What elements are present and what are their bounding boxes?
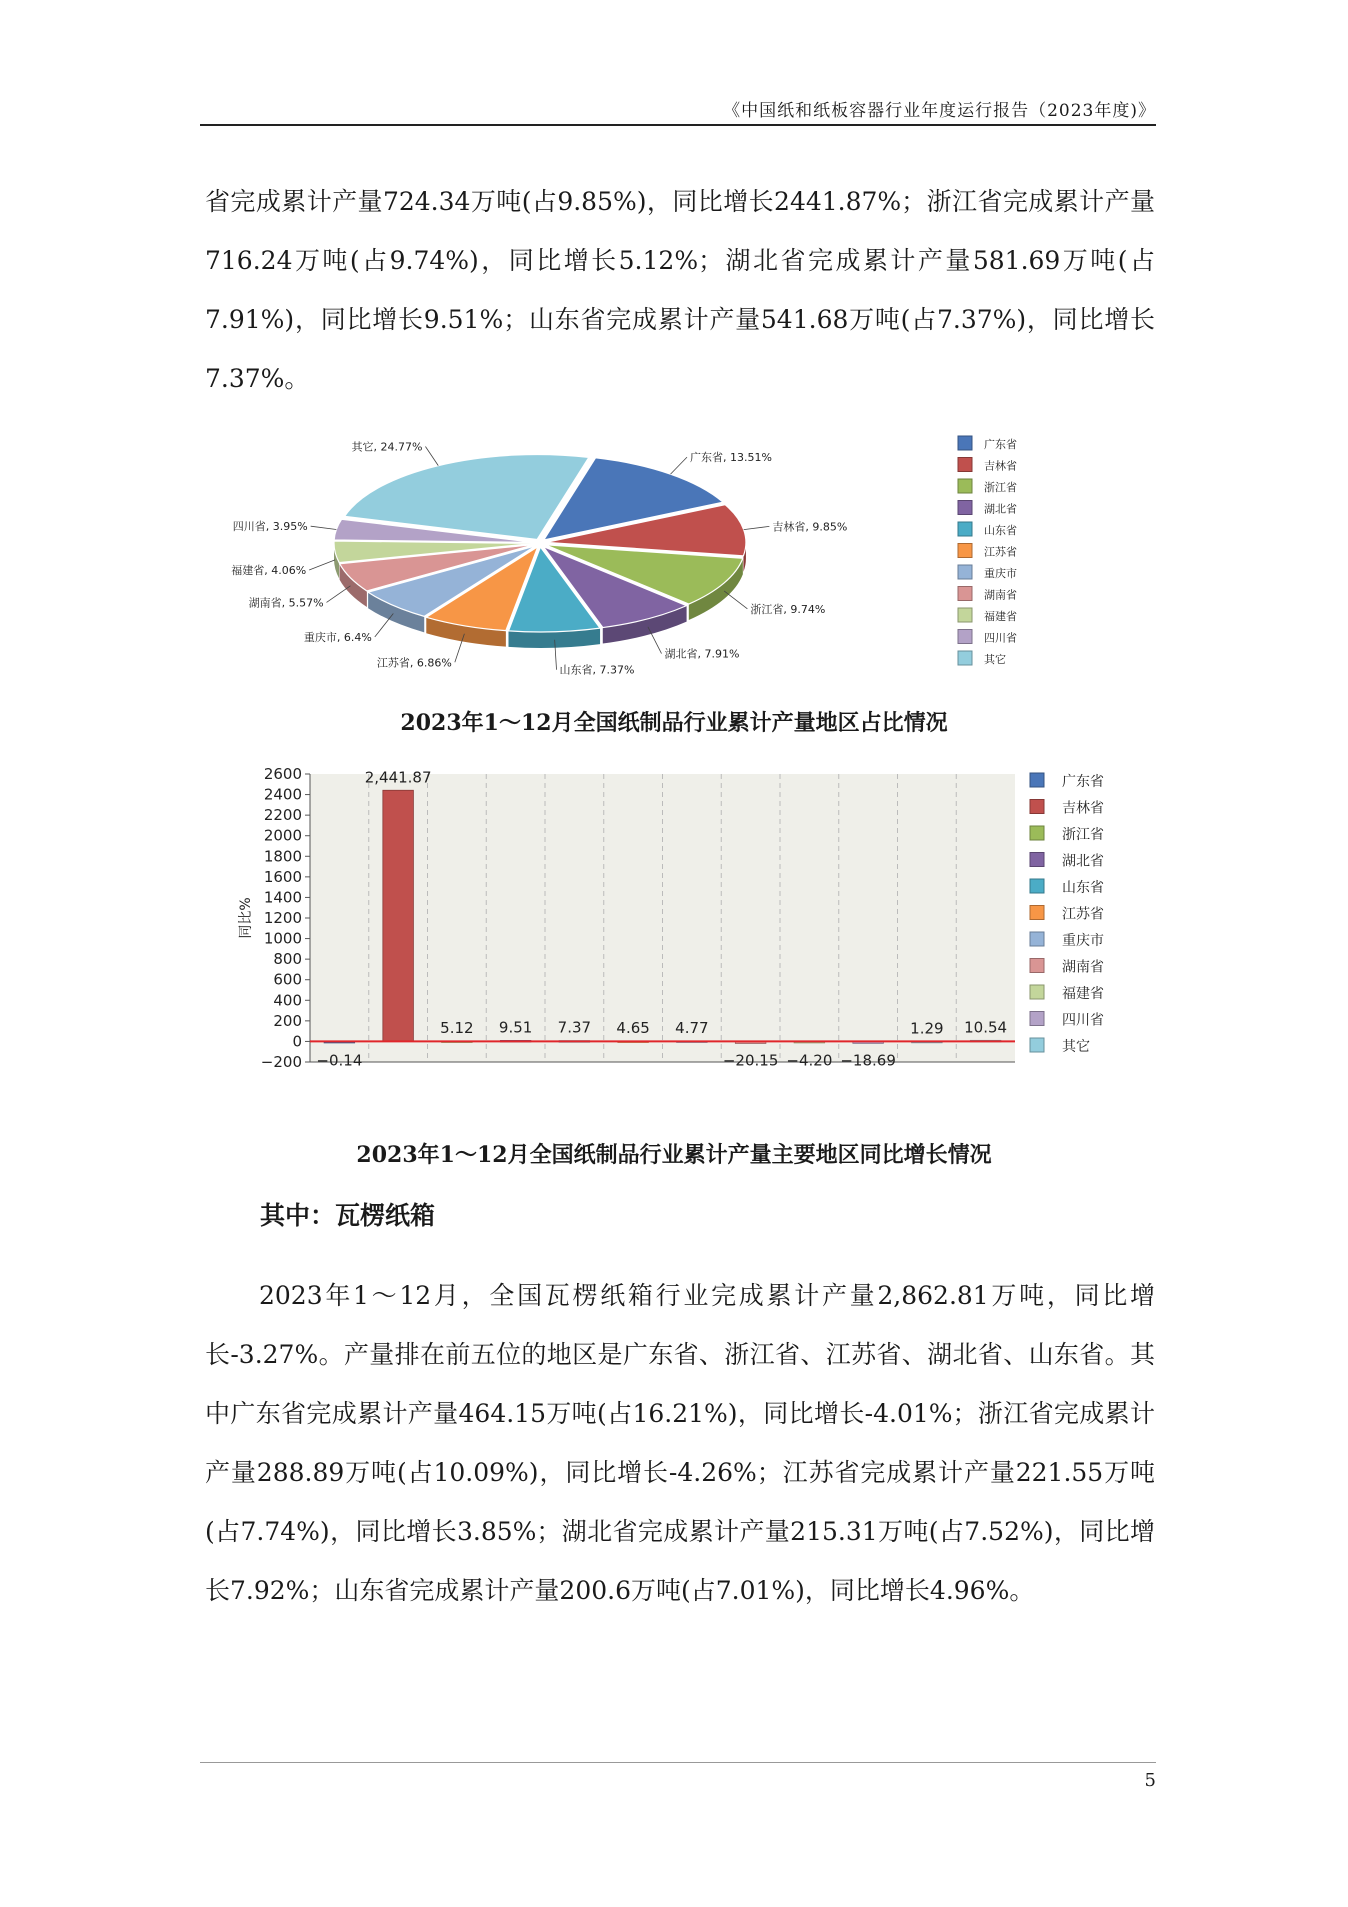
bar-data-label: 4.77 [675, 1018, 709, 1037]
bar-legend-label: 浙江省 [1062, 827, 1104, 843]
pie-leader-line [744, 526, 770, 529]
pie-chart-caption: 2023年1～12月全国纸制品行业累计产量地区占比情况 [400, 710, 948, 736]
bar-legend-label: 广东省 [1062, 774, 1104, 790]
bar-y-axis-title: 同比% [238, 897, 254, 939]
pie-legend-swatch [958, 630, 972, 644]
bar-y-tick-label: 2400 [263, 785, 302, 804]
bar-legend-swatch [1030, 1038, 1044, 1052]
pie-leader-line [724, 591, 747, 609]
bar-legend-swatch [1030, 879, 1044, 893]
pie-legend-swatch [958, 565, 972, 579]
bar-legend-label: 其它 [1062, 1039, 1090, 1055]
bar-y-tick-label: 1200 [263, 909, 302, 927]
bar-data-label: 7.37 [557, 1018, 592, 1037]
bar-data-label: −20.15 [722, 1051, 779, 1070]
bar-legend-label: 四川省 [1062, 1012, 1104, 1029]
bar-y-tick-label: 2600 [263, 765, 302, 783]
pie-label-湖南省: 湖南省, 5.57% [248, 596, 324, 610]
pie-legend-label: 广东省 [984, 438, 1017, 451]
pie-legend-swatch [958, 544, 972, 558]
pie-legend [958, 436, 1017, 666]
bar-legend-label: 山东省 [1062, 880, 1104, 896]
pie-leader-line [327, 586, 351, 603]
pie-legend-label: 浙江省 [984, 481, 1017, 494]
header-divider [200, 124, 1156, 126]
bar-吉林省 [383, 790, 414, 1041]
pie-label-其它: 其它, 24.77% [351, 440, 423, 454]
bar-legend-label: 重庆市 [1062, 933, 1104, 949]
pie-chart [231, 428, 1050, 688]
pie-leader-line [311, 526, 337, 529]
bar-y-tick-label: 800 [273, 950, 302, 969]
bar-y-tick-label: 400 [273, 991, 302, 1010]
bar-legend-swatch [1030, 906, 1044, 920]
bar-legend-swatch [1030, 1012, 1044, 1026]
pie-label-湖北省: 湖北省, 7.91% [664, 647, 740, 661]
pie-legend-swatch [958, 608, 972, 622]
bar-data-label: 2,441.87 [364, 768, 432, 787]
bar-data-label: −4.20 [786, 1051, 833, 1070]
pie-legend-label: 湖北省 [984, 502, 1017, 516]
bar-y-tick-label: 2000 [263, 826, 302, 845]
pie-label-广东省: 广东省, 13.51% [690, 451, 772, 465]
bar-legend-swatch [1030, 959, 1044, 973]
footer-divider [200, 1762, 1156, 1763]
bar-legend-swatch [1030, 773, 1044, 787]
bar-legend-label: 福建省 [1062, 986, 1104, 1002]
bar-data-label: −18.69 [840, 1051, 896, 1070]
pie-legend-swatch [958, 458, 972, 472]
bar-y-tick-label: −200 [260, 1053, 302, 1071]
body-paragraph-1: 省完成累计产量724.34万吨(占9.85%)，同比增长2441.87%；浙江省完成累计产量716.24万吨(占9.74%)，同比增长5.12%；湖北省完成累计产量581.69万吨(占7.91%)，同比增长9.51%；山东省完成累计产量541.68万吨(占7.37%)，同比增长7.37%。 [205, 187, 1155, 393]
pie-leader-line [671, 457, 687, 474]
bar-y-tick-label: 2200 [263, 806, 302, 825]
pie-legend-label: 湖南省 [984, 588, 1017, 602]
bar-chart [230, 760, 1130, 1090]
bar-legend-swatch [1030, 985, 1044, 999]
bar-legend-swatch [1030, 826, 1044, 840]
pie-label-吉林省: 吉林省, 9.85% [772, 520, 848, 534]
bar-legend-label: 江苏省 [1062, 906, 1104, 923]
bar-y-tick-label: 1800 [263, 847, 302, 866]
bar-data-label: 4.65 [616, 1018, 650, 1037]
pie-legend-label: 其它 [984, 653, 1006, 666]
pie-legend-label: 山东省 [984, 524, 1017, 537]
bar-data-label: 5.12 [440, 1018, 474, 1037]
pie-legend-swatch [958, 479, 972, 493]
bar-data-label: −0.14 [316, 1051, 363, 1070]
pie-leader-line [309, 560, 335, 570]
bar-data-label: 1.29 [910, 1019, 944, 1038]
bar-chart-caption: 2023年1～12月全国纸制品行业累计产量主要地区同比增长情况 [356, 1142, 992, 1168]
pie-legend-label: 福建省 [984, 610, 1017, 623]
pie-legend-swatch [958, 587, 972, 601]
bar-legend-swatch [1030, 932, 1044, 946]
body-paragraph-2: 2023年1～12月，全国瓦楞纸箱行业完成累计产量2,862.81万吨，同比增长-3.27%。产量排在前五位的地区是广东省、浙江省、江苏省、湖北省、山东省。其中广东省完成累计产量464.15万吨(占16.21%)，同比增长-4.01%；浙江省完成累计产量288.89万吨(占10.09%)，同比增长-4.26%；江苏省完成累计产量221.55万吨(占7.74%)，同比增长3.85%；湖北省完成累计产量215.31万吨(占7.52%)，同比增长7.92%；山东省完成累计产量200.6万吨(占7.01%)，同比增长4.96%。 [205, 1281, 1155, 1605]
bar-y-tick-label: 1000 [263, 929, 302, 948]
bar-legend-label: 湖北省 [1062, 853, 1104, 870]
pie-tops [334, 455, 746, 632]
pie-label-重庆市: 重庆市, 6.4% [303, 630, 372, 644]
pie-label-四川省: 四川省, 3.95% [232, 520, 308, 534]
pie-legend-label: 江苏省 [984, 545, 1017, 559]
bar-y-tick-label: 0 [292, 1032, 302, 1051]
running-header: 《中国纸和纸板容器行业年度运行报告（2023年度)》 [723, 101, 1156, 121]
bar-legend-label: 吉林省 [1062, 800, 1104, 817]
bar-legend-swatch [1030, 853, 1044, 867]
pie-label-浙江省: 浙江省, 9.74% [750, 602, 826, 616]
pie-legend-swatch [958, 522, 972, 536]
pie-legend-swatch [958, 436, 972, 450]
bar-data-label: 10.54 [964, 1018, 1008, 1037]
pie-legend-label: 四川省 [984, 631, 1017, 645]
page-number: 5 [1144, 1770, 1156, 1791]
pie-legend-label: 吉林省 [984, 459, 1017, 473]
bar-data-label: 9.51 [498, 1018, 533, 1037]
bar-y-tick-label: 1400 [263, 888, 302, 907]
pie-label-江苏省: 江苏省, 6.86% [376, 656, 452, 670]
pie-label-山东省: 山东省, 7.37% [559, 663, 635, 677]
bar-y-tick-label: 200 [273, 1011, 302, 1030]
bar-legend-label: 湖南省 [1062, 959, 1104, 976]
section-heading: 其中：瓦楞纸箱 [260, 1201, 436, 1230]
pie-legend-swatch [958, 501, 972, 515]
bar-y-tick-label: 1600 [263, 867, 302, 886]
bar-legend-swatch [1030, 800, 1044, 814]
bar-y-tick-label: 600 [273, 970, 302, 989]
pie-leader-line [425, 446, 438, 465]
pie-legend-swatch [958, 651, 972, 665]
pie-legend-label: 重庆市 [984, 567, 1017, 580]
pie-label-福建省: 福建省, 4.06% [231, 564, 307, 578]
